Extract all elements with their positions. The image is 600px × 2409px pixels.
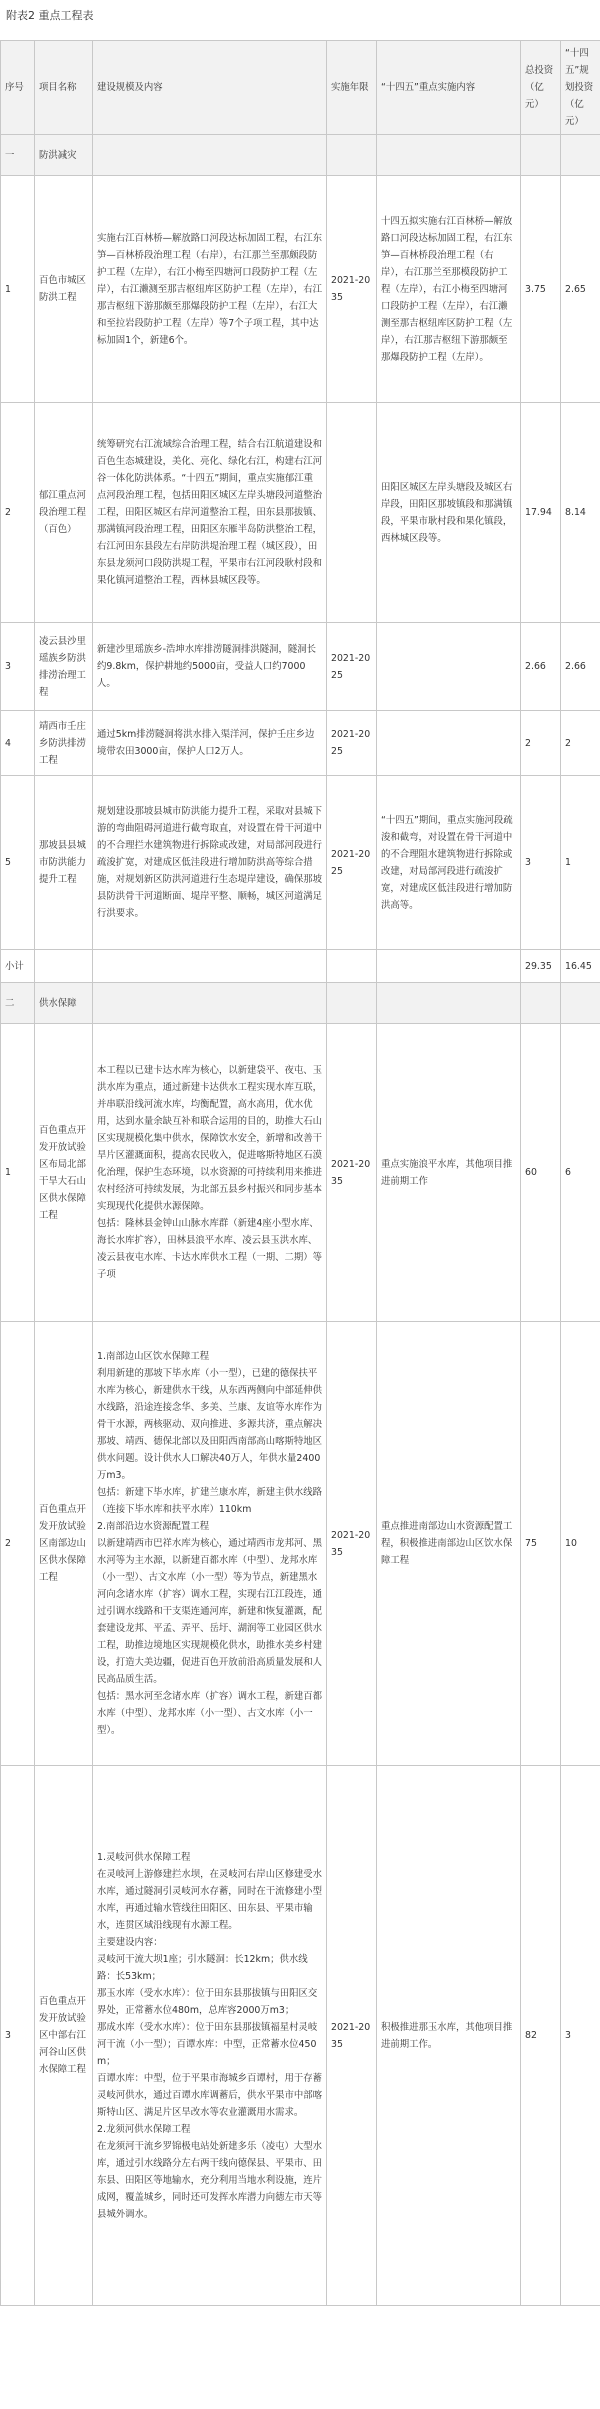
section-seq: 二	[1, 983, 35, 1024]
table-row	[1, 1322, 600, 1766]
row-period	[327, 403, 377, 623]
row-name: 靖西市壬庄乡防洪排涝工程	[35, 711, 93, 776]
header-row	[1, 41, 600, 135]
row-content: 实施右江百林桥—解放路口河段达标加固工程，右江东笋—百林桥段治理工程（右岸），右江那兰至那颇段防护工程（左岸），右江小梅至四塘河口段防护工程（左岸），右江濑测至那吉枢纽库区防护工程（左岸），右江那吉枢纽下游那颇至那爆段防护工程（左岸），右江大和至拉岩段防护工程（左岸）等7个子项工程，其中达标加固1个，新建6个。	[93, 176, 327, 403]
row-period: 2021-2025	[327, 711, 377, 776]
section-row-water	[1, 983, 600, 1024]
row-content: 1.灵岐河供水保障工程 在灵岐河上游修建拦水坝，在灵岐河右岸山区修建受水水库，通过隧洞引灵岐河水存蓄，同时在干流修建小型水库，再通过输水管线往田阳区、田东县、平果市输水，连贯区域沿线现有水源工程。 主要建设内容： 灵岐河干流大坝1座；引水隧洞：长12km；供水线路：长53km； 那玉水库（受水水库）：位于田东县那拔镇与田阳区交界处，正常蓄水位480m，总库容2000万m3； 那成水库（受水水库）：位于田东县那拔镇福星村灵岐河干流（小一型）；百谭水库：中型，正常蓄水位450m； 百谭水库：中型，位于平果市海城乡百谭村，用于存蓄灵岐河供水，通过百谭水库调蓄后，供水平果市中部喀斯特山区、满足片区旱改水等农业灌溉用水需求。 2.龙须河供水保障工程 在龙须河干流乡罗锦极电站处新建多乐（凌屯）大型水库，通过引水线路分左右两干线向德保县、平果市、田东县、田阳区等地输水，充分利用当地水利设施，连片成网，覆盖城乡，同时还可发挥水库潜力向德左市天等县城外调水。	[93, 1766, 327, 2306]
row-name: 百色重点开发开放试验区中部右江河谷山区供水保障工程	[35, 1766, 93, 2306]
row-plan: 田阳区城区左岸头塘段及城区右岸段，田阳区那坡镇段和那满镇段，平果市耿村段和果化镇段，西林城区段等。	[377, 403, 521, 623]
row-name: 百色重点开发开放试验区布局北部干旱大石山区供水保障工程	[35, 1024, 93, 1322]
header-seq: 序号	[1, 41, 35, 135]
row-period: 2021-2035	[327, 1322, 377, 1766]
subtotal-total: 29.35	[521, 950, 561, 983]
row-name: 百色市城区防洪工程	[35, 176, 93, 403]
row-plan: 重点推进南部边山水资源配置工程，积极推进南部边山区饮水保障工程	[377, 1322, 521, 1766]
row-plan-invest: 3	[561, 1766, 600, 2306]
row-seq: 1	[1, 1024, 35, 1322]
header-total: 总投资（亿元）	[521, 41, 561, 135]
header-plan-invest: “十四五”规划投资（亿元）	[561, 41, 600, 135]
row-period: 2021-2035	[327, 176, 377, 403]
header-content: 建设规模及内容	[93, 41, 327, 135]
row-plan	[377, 623, 521, 711]
row-total: 2	[521, 711, 561, 776]
page-title: 附表2 重点工程表	[6, 9, 94, 22]
subtotal-plan-invest: 16.45	[561, 950, 600, 983]
row-seq: 4	[1, 711, 35, 776]
table-row	[1, 711, 600, 776]
row-plan-invest: 2	[561, 711, 600, 776]
key-projects-table	[0, 40, 600, 2306]
row-plan: 积极推进那玉水库，其他项目推进前期工作。	[377, 1766, 521, 2306]
row-content: 新建沙里瑶族乡-浩坤水库排涝隧洞排洪隧洞，隧洞长约9.8km，保护耕地约5000亩，受益人口约7000人。	[93, 623, 327, 711]
row-name: 郁江重点河段治理工程（百色）	[35, 403, 93, 623]
row-period: 2021-2025	[327, 623, 377, 711]
row-total: 82	[521, 1766, 561, 2306]
row-plan-invest: 6	[561, 1024, 600, 1322]
row-plan-invest: 2.66	[561, 623, 600, 711]
row-seq: 3	[1, 1766, 35, 2306]
row-plan: 十四五拟实施右江百林桥—解放路口河段达标加固工程，右江东笋—百林桥段治理工程（右岸），右江那兰至那模段防护工程（左岸），右江小梅至四塘河口段防护工程（左岸），右江濑测至那吉枢纽库区防护工程（左岸），右江那吉枢纽下游那颇至那爆段防护工程（左岸）。	[377, 176, 521, 403]
row-content: 统筹研究右江流域综合治理工程，结合右江航道建设和百色生态城建设，美化、亮化、绿化右江，构建右江河谷一体化防洪体系。“十四五”期间，重点实施郁江重点河段治理工程，包括田阳区城区左岸头塘段河道整治工程，田阳区城区右岸河道整治工程，田东县那拔镇、那满镇河段治理工程，田阳区东雁半岛防洪整治工程，右江河田东县段左右岸防洪堤治理工程（城区段），田东县龙须河口段防洪堤工程，平果市右江河段耿村段和果化镇河道整治工程，西林县城区段等。	[93, 403, 327, 623]
row-plan-invest: 8.14	[561, 403, 600, 623]
row-total: 3.75	[521, 176, 561, 403]
table-row	[1, 623, 600, 711]
row-content: 本工程以已建卡达水库为核心，以新建袋平、夜屯、玉洪水库为重点，通过新建卡达供水工程实现水库互联，并串联沿线河流水库，均衡配置，高水高用，优水优用，达到水量余缺互补和联合运用的目的，助推大石山区实现规模化集中供水，保障饮水安全，新增和改善干旱片区灌溉面积，提高农民收入，促进喀斯特地区石漠化治理，保护生态环境，以水资源的可持续利用来推进农村经济可持续发展，为北部五县乡村振兴和同步基本实现现代化提供水源保障。 包括：隆林县金钟山山脉水库群（新建4座小型水库、海长水库扩容），田林县浪平水库、凌云县玉洪水库、凌云县夜屯水库、卡达水库供水工程（一期、二期）等子项	[93, 1024, 327, 1322]
row-seq: 3	[1, 623, 35, 711]
subtotal-label: 小计	[1, 950, 35, 983]
row-name: 百色重点开发开放试验区南部边山区供水保障工程	[35, 1322, 93, 1766]
row-plan-invest: 1	[561, 776, 600, 950]
row-plan: “十四五”期间，重点实施河段疏浚和截弯，对设置在骨干河道中的不合理阻水建筑物进行拆除或改建，对局部河段进行疏浚扩宽，对建成区低洼段进行增加防洪高等。	[377, 776, 521, 950]
row-name: 那坡县县城市防洪能力提升工程	[35, 776, 93, 950]
subtotal-row	[1, 950, 600, 983]
table-row	[1, 176, 600, 403]
header-period: 实施年限	[327, 41, 377, 135]
row-plan	[377, 711, 521, 776]
row-content: 1.南部边山区饮水保障工程 利用新建的那坡下毕水库（小一型），已建的德保扶平水库为核心，新建供水干线，从东西两侧向中部延伸供水线路，沿途连接念华、多美、兰康、友谊等水库作为骨干水源，两核驱动、双向推进、多源共济，重点解决那坡、靖西、德保北部以及田阳西南部高山喀斯特地区供水问题。设计供水人口解决40万人，年供水量2400万m3。 包括：新建下毕水库，扩建兰康水库，新建主供水线路（连接下毕水库和扶平水库）110km 2.南部沿边水资源配置工程 以新建靖西市巴祥水库为核心，通过靖西市龙邦河、黑水河等为主水源，以新建百都水库（中型）、龙邦水库（小一型）、古文水库（小一型）等为节点，新建黑水河向念诸水库（扩容）调水工程，实现右江江段连，通过引调水线路和干支渠连通河库，新建和恢复灌溉，配套建设龙邦、平孟、弄平、岳圩、湖润等工业园区供水工程，助推边境地区实现规模化供水，助推水美乡村建设，打造大美边疆，促进百色开放前沿高质量发展和人民高品质生活。 包括：黑水河至念诸水库（扩容）调水工程，新建百都水库（中型）、龙邦水库（小一型）、古文水库（小一型）。	[93, 1322, 327, 1766]
row-total: 60	[521, 1024, 561, 1322]
section-row-flood	[1, 135, 600, 176]
row-plan-invest: 10	[561, 1322, 600, 1766]
table-row	[1, 403, 600, 623]
header-name: 项目名称	[35, 41, 93, 135]
table-row	[1, 1024, 600, 1322]
row-total: 3	[521, 776, 561, 950]
row-seq: 1	[1, 176, 35, 403]
row-content: 规划建设那坡县城市防洪能力提升工程，采取对县城下游的弯曲阻碍河道进行截弯取直，对设置在骨干河道中的不合理拦水建筑物进行拆除或改建，对局部河段进行疏浚扩宽，对建成区低洼段进行增加防洪高等综合措施，对规划新区防洪河道进行生态堤岸建设，确保那坡县防洪骨干河道断面、堤岸平整、顺畅，城区河道满足行洪要求。	[93, 776, 327, 950]
row-seq: 2	[1, 403, 35, 623]
section-seq: 一	[1, 135, 35, 176]
row-plan: 重点实施浪平水库，其他项目推进前期工作	[377, 1024, 521, 1322]
row-total: 2.66	[521, 623, 561, 711]
row-seq: 5	[1, 776, 35, 950]
table-row	[1, 776, 600, 950]
section-name: 防洪减灾	[35, 135, 93, 176]
row-name: 凌云县沙里瑶族乡防洪排涝治理工程	[35, 623, 93, 711]
row-period: 2021-2035	[327, 1766, 377, 2306]
row-plan-invest: 2.65	[561, 176, 600, 403]
row-total: 75	[521, 1322, 561, 1766]
table-row	[1, 1766, 600, 2306]
section-name: 供水保障	[35, 983, 93, 1024]
row-seq: 2	[1, 1322, 35, 1766]
row-period: 2021-2035	[327, 1024, 377, 1322]
row-total: 17.94	[521, 403, 561, 623]
header-plan: “十四五”重点实施内容	[377, 41, 521, 135]
row-content: 通过5km排涝隧洞将洪水排入渠洋河，保护壬庄乡边境带农田3000亩，保护人口2万人。	[93, 711, 327, 776]
row-period: 2021-2025	[327, 776, 377, 950]
